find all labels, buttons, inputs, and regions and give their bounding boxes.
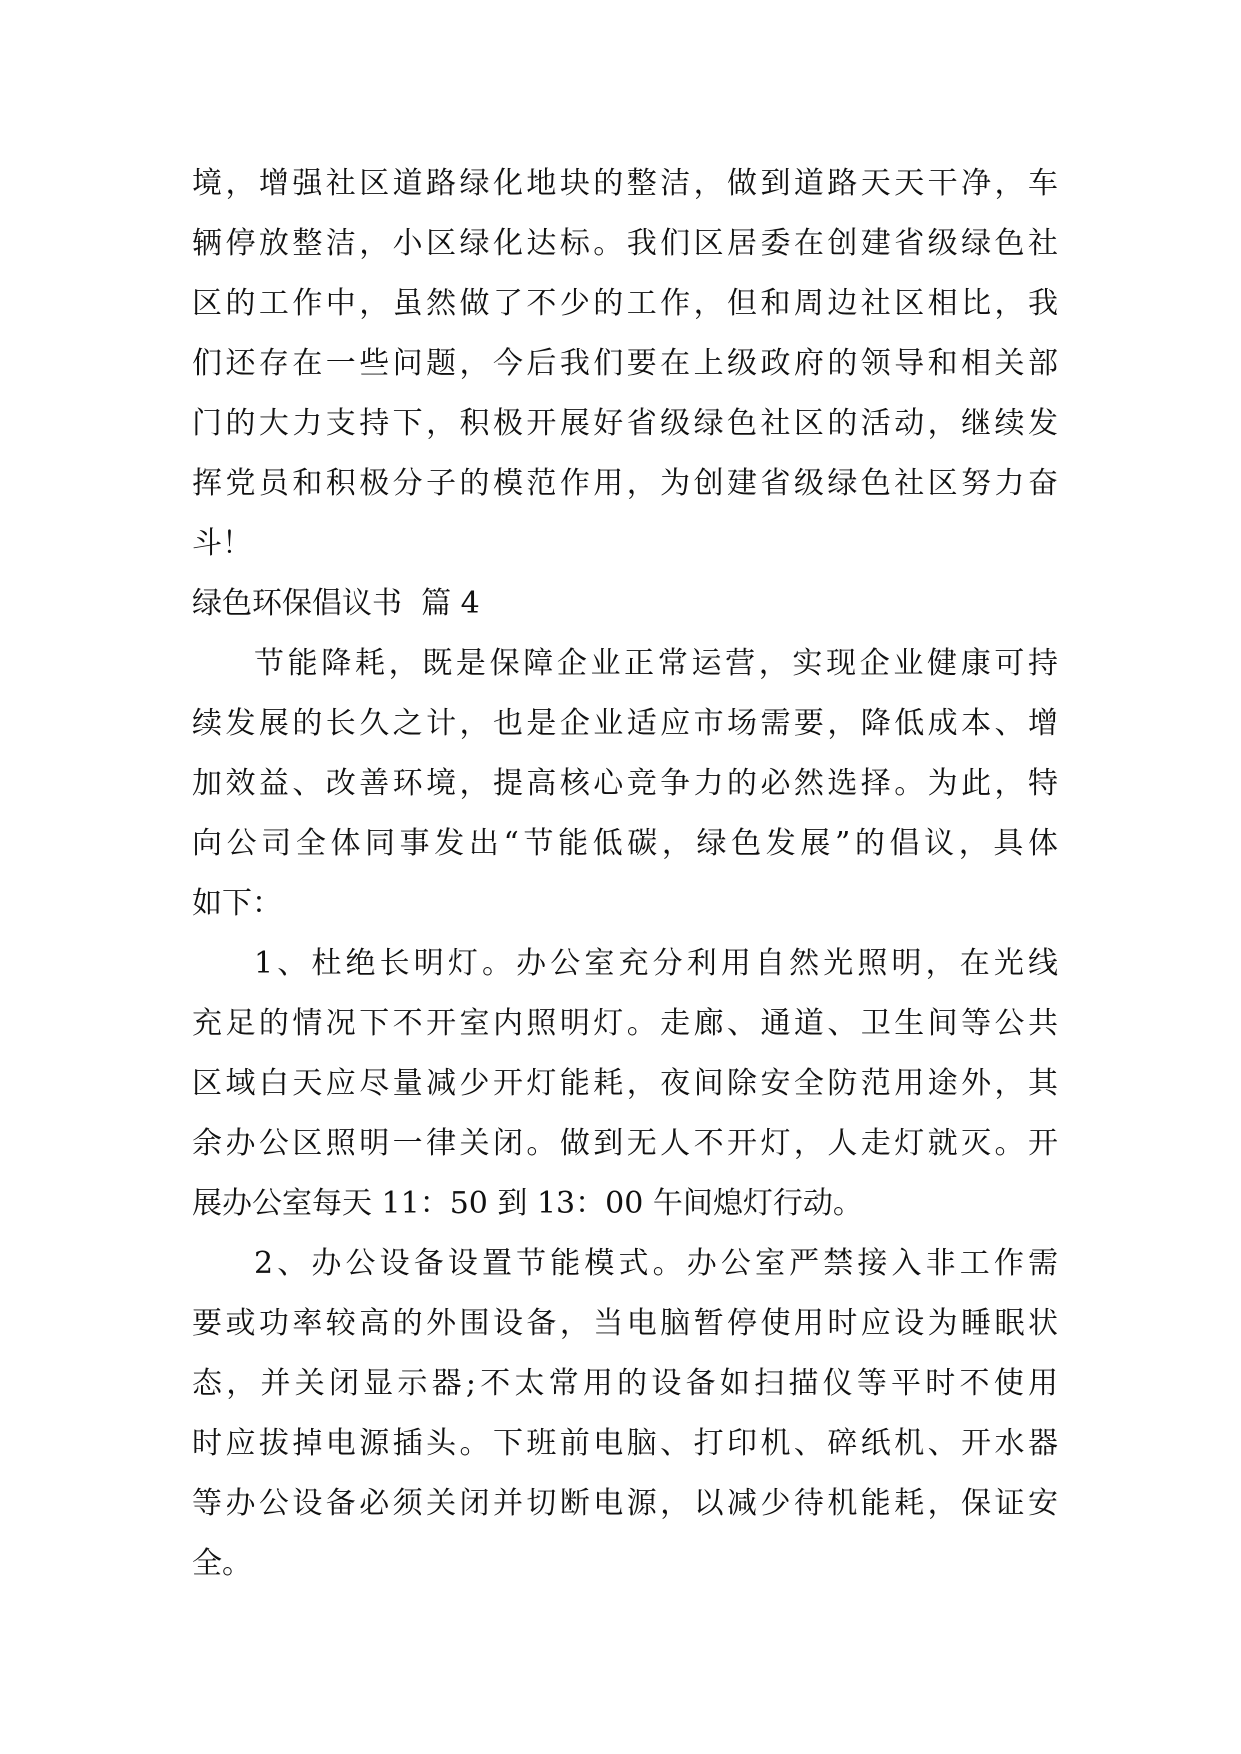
text-line: 全。 — [192, 1546, 252, 1581]
text-line: 境，增强社区道路绿化地块的整洁，做到道路天天干净，车 — [192, 166, 1058, 201]
text-line: 门的大力支持下，积极开展好省级绿色社区的活动，继续发 — [192, 406, 1058, 441]
paragraph-intro — [192, 634, 1058, 934]
text-line: 辆停放整洁，小区绿化达标。我们区居委在创建省级绿色社 — [192, 226, 1058, 261]
paragraph-item-1 — [192, 934, 1058, 1234]
text-line: 斗！ — [192, 526, 252, 561]
text-line: 要或功率较高的外围设备，当电脑暂停使用时应设为睡眠状 — [192, 1306, 1058, 1341]
text-line: 等办公设备必须关闭并切断电源，以减少待机能耗，保证安 — [192, 1486, 1058, 1521]
text-line: 充足的情况下不开室内照明灯。走廊、通道、卫生间等公共 — [192, 1006, 1058, 1041]
text-line: 区域白天应尽量减少开灯能耗，夜间除安全防范用途外，其 — [192, 1066, 1058, 1101]
text-line: 1、杜绝长明灯。办公室充分利用自然光照明，在光线 — [254, 946, 1058, 981]
text-line: 节能降耗，既是保障企业正常运营，实现企业健康可持 — [254, 646, 1058, 681]
text-line: 们还存在一些问题，今后我们要在上级政府的领导和相关部 — [192, 346, 1058, 381]
document-page — [192, 154, 1058, 1594]
paragraph-item-2 — [192, 1234, 1058, 1594]
text-line: 向公司全体同事发出“节能低碳，绿色发展”的倡议，具体 — [192, 826, 1058, 861]
text-line: 余办公区照明一律关闭。做到无人不开灯，人走灯就灭。开 — [192, 1126, 1058, 1161]
text-line: 加效益、改善环境，提高核心竞争力的必然选择。为此，特 — [192, 766, 1058, 801]
text-line: 如下： — [192, 886, 282, 921]
text-line: 时应拔掉电源插头。下班前电脑、打印机、碎纸机、开水器 — [192, 1426, 1058, 1461]
text-line: 续发展的长久之计，也是企业适应市场需要，降低成本、增 — [192, 706, 1058, 741]
text-line: 展办公室每天 11：50 到 13：00 午间熄灯行动。 — [192, 1186, 863, 1221]
text-line: 态，并关闭显示器;不太常用的设备如扫描仪等平时不使用 — [192, 1366, 1058, 1401]
section-heading: 绿色环保倡议书 篇 4 — [192, 586, 480, 621]
text-line: 2、办公设备设置节能模式。办公室严禁接入非工作需 — [254, 1246, 1058, 1281]
paragraph-continued — [192, 154, 1058, 574]
text-line: 挥党员和积极分子的模范作用，为创建省级绿色社区努力奋 — [192, 466, 1058, 501]
text-line: 区的工作中，虽然做了不少的工作，但和周边社区相比，我 — [192, 286, 1058, 321]
